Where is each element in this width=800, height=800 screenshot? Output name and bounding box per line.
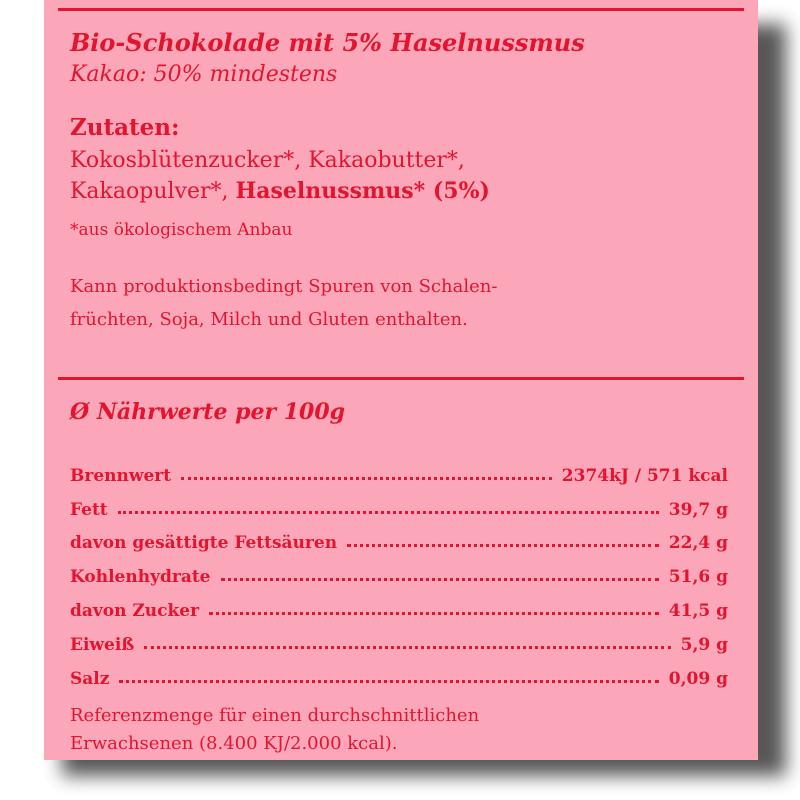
nutrition-table (70, 452, 728, 689)
nutrient-label: Fett (70, 499, 108, 520)
nutrition-row (70, 520, 728, 554)
nutrient-value: 0,09 g (668, 668, 728, 689)
nutrient-value: 5,9 g (680, 634, 728, 655)
dot-leader (119, 680, 658, 683)
nutrient-label: davon gesättigte Fettsäuren (70, 533, 338, 554)
allergen-notice (70, 270, 732, 336)
product-title: Bio-Schokolade mit 5% Haselnussmus (70, 28, 585, 57)
nutrition-row (70, 553, 728, 587)
dot-leader (118, 511, 659, 514)
reference-line-2: Erwachsenen (8.400 KJ/2.000 kcal). (70, 733, 398, 754)
section-divider (58, 377, 744, 380)
top-divider (58, 8, 744, 11)
ingredients-list (70, 145, 732, 207)
ingredients-line-2 (70, 176, 732, 207)
allergen-line-2: früchten, Soja, Milch und Gluten enthalten. (70, 309, 468, 330)
organic-footnote: *aus ökologischem Anbau (70, 220, 293, 240)
nutrient-value: 22,4 g (668, 533, 728, 554)
reference-intake-note (70, 702, 732, 758)
nutrient-value: 51,6 g (668, 567, 728, 588)
allergen-line-1: Kann produktionsbedingt Spuren von Schalen- (70, 276, 498, 297)
nutrition-row (70, 655, 728, 689)
dot-leader (181, 477, 552, 480)
nutrition-heading: Ø Nährwerte per 100g (70, 399, 346, 425)
dot-leader (209, 612, 659, 615)
nutrition-row (70, 486, 728, 520)
nutrient-label: Kohlenhydrate (70, 567, 211, 588)
cocoa-content: Kakao: 50% mindestens (70, 62, 338, 87)
nutrition-row (70, 452, 728, 486)
nutrition-row (70, 587, 728, 621)
dot-leader (221, 578, 659, 581)
nutrient-label: davon Zucker (70, 600, 200, 621)
ingredients-line-2-highlight: Haselnussmus* (5%) (235, 178, 490, 204)
nutrient-value: 41,5 g (668, 600, 728, 621)
nutrition-label (44, 0, 758, 760)
nutrient-label: Salz (70, 668, 110, 689)
reference-line-1: Referenzmenge für einen durchschnittlichen (70, 705, 480, 726)
nutrient-label: Eiweiß (70, 634, 135, 655)
ingredients-heading: Zutaten: (70, 114, 180, 141)
ingredients-line-2-plain: Kakaopulver*, (70, 179, 236, 204)
dot-leader (144, 646, 670, 649)
dot-leader (347, 544, 659, 547)
nutrient-label: Brennwert (70, 465, 172, 486)
nutrition-row (70, 621, 728, 655)
nutrient-value: 2374kJ / 571 kcal (561, 465, 728, 486)
nutrient-value: 39,7 g (668, 499, 728, 520)
ingredients-line-1: Kokosblütenzucker*, Kakaobutter*, (70, 148, 465, 173)
